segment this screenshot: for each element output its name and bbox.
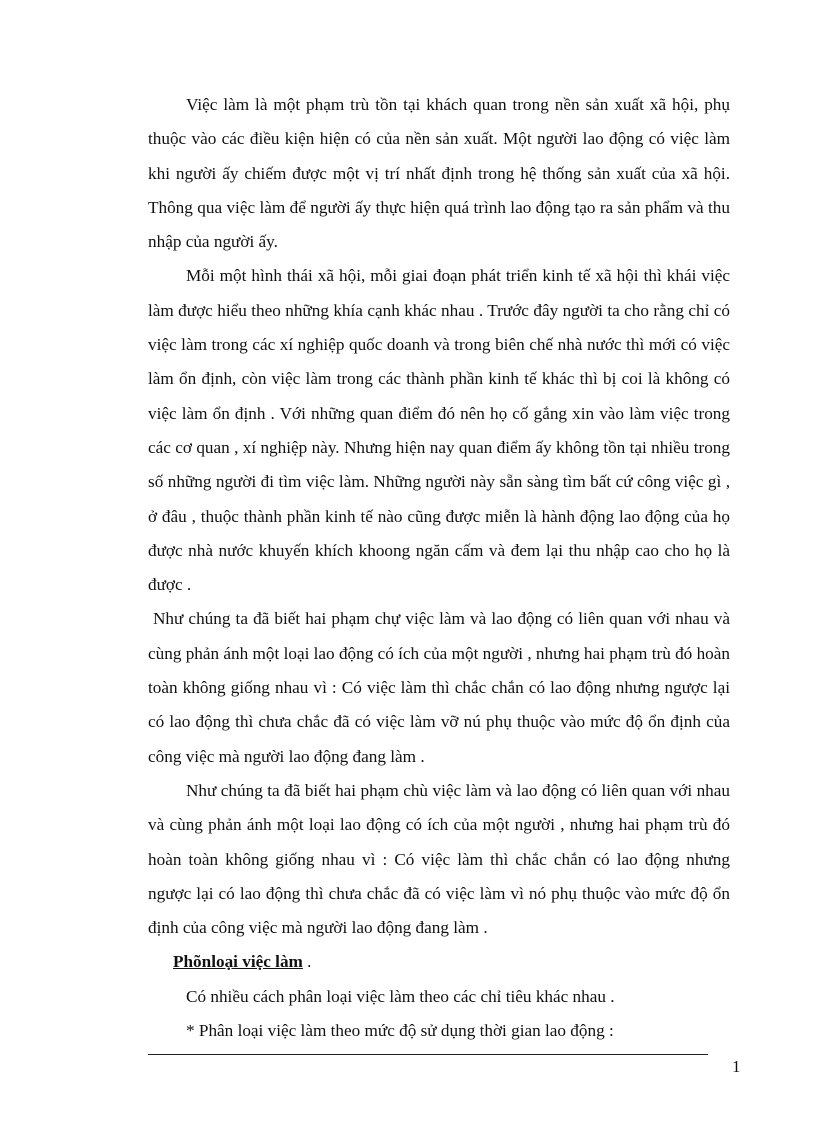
line-1: Có nhiều cách phân loại việc làm theo các chỉ tiêu khác nhau . — [186, 986, 615, 1006]
section-heading: Phõnloại việc làm — [173, 952, 303, 972]
section-heading-suffix: . — [302, 952, 312, 972]
paragraph-2: Mỗi một hình thái xã hội, mỗi giai đoạn phát triển kinh tế xã hội thì khái việc làm được hiểu theo những khía cạnh khác nhau . Trước đây người ta cho rằng chỉ có việc làm trong các xí nghiệp quốc doanh và trong biên chế nhà nước thì mới có việc làm ổn định, còn việc làm trong các thành phần kinh tế khác thì bị coi là không có việc làm ổn định . Với những quan điểm đó nên họ cố gắng xin vào làm việc trong các cơ quan , xí nghiệp này. Nhưng hiện nay quan điểm ấy không tồn tại nhiều trong số những người đi tìm việc làm. Những người này sẵn sàng tìm bất cứ công việc gì , ở đâu , thuộc thành phần kinh tế nào cũng được miễn là hành động lao động của họ được nhà nước khuyến khích khoong ngăn cấm và đem lại thu nhập cao cho họ là được . — [148, 266, 730, 595]
section-heading-line — [148, 945, 730, 979]
paragraph-3: Như chúng ta đã biết hai phạm chự việc làm và lao động có liên quan với nhau và cùng phản ánh một loại lao động có ích của một người , nhưng hai phạm trù đó hoàn toàn không giống nhau vì : Có việc làm thì chắc chắn có lao động nhưng ngược lại có lao động thì chưa chắc đã có việc làm vỡ nú phụ thuộc vào mức độ ổn định của công việc mà người lao động đang làm . — [148, 609, 730, 766]
paragraph-4: Như chúng ta đã biết hai phạm chù việc làm và lao động có liên quan với nhau và cùng phản ánh một loại lao động có ích của một người , nhưng hai phạm trù đó hoàn toàn không giống nhau vì : Có việc làm thì chắc chắn có lao động nhưng ngược lại có lao động thì chưa chắc đã có việc làm vì nó phụ thuộc vào mức độ ổn định của công việc mà người lao động đang làm . — [148, 780, 730, 938]
document-body — [148, 88, 730, 1048]
line-2: * Phân loại việc làm theo mức độ sử dụng thời gian lao động : — [186, 1021, 614, 1041]
footer-rule — [148, 1054, 708, 1055]
page-number: 1 — [732, 1057, 741, 1076]
paragraph-1: Việc làm là một phạm trù tồn tại khách quan trong nền sản xuất xã hội, phụ thuộc vào các điều kiện hiện có của nền sản xuất. Một người lao động có việc làm khi người ấy chiếm được một vị trí nhất định trong hệ thống sản xuất của xã hội. Thông qua việc làm để người ấy thực hiện quá trình lao động tạo ra sản phẩm và thu nhập của người ấy. — [148, 95, 730, 252]
